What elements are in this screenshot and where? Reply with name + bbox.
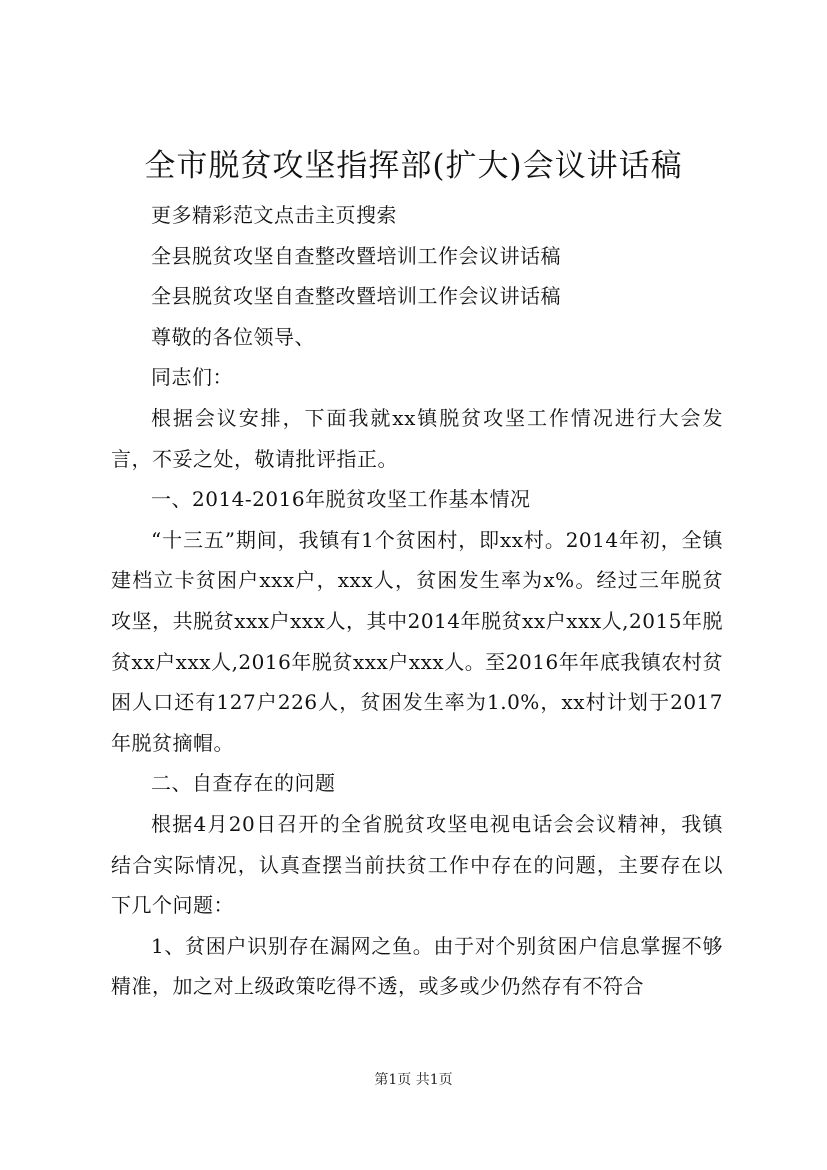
section-heading: 二、自查存在的问题 [151, 771, 336, 796]
paragraph: 尊敬的各位领导、 [151, 324, 315, 349]
paragraph: 根据会议安排，下面我就xx镇脱贫攻坚工作情况进行大会发言，不妥之处，敬请批评指正。 [111, 405, 723, 471]
document-body [111, 195, 723, 1007]
paragraph: “十三五”期间，我镇有1个贫困村，即xx村。2014年初，全镇建档立卡贫困户xxx户，xxx人，贫困发生率为x%。经过三年脱贫攻坚，共脱贫xxx户xxx人，其中2014年脱贫xx户xxx人,2015年脱贫xx户xxx人,2016年脱贫xxx户xxx人。至2016年年底我镇农村贫困人口还有127户226人，贫困发生率为1.0%，xx村计划于2017年脱贫摘帽。 [111, 527, 723, 755]
paragraph: 全县脱贫攻坚自查整改暨培训工作会议讲话稿 [151, 284, 561, 309]
paragraph: 更多精彩范文点击主页搜索 [151, 203, 397, 227]
paragraph: 全县脱贫攻坚自查整改暨培训工作会议讲话稿 [151, 243, 561, 268]
document-title: 全市脱贫攻坚指挥部(扩大)会议讲话稿 [144, 148, 683, 184]
paragraph: 同志们： [151, 365, 233, 390]
paragraph: 根据4月20日召开的全省脱贫攻坚电视电话会会议精神，我镇结合实际情况，认真查摆当前扶贫工作中存在的问题，主要存在以下几个问题： [111, 811, 723, 918]
page-number-footer: 第1页 共1页 [374, 1072, 453, 1088]
paragraph: 1、贫困户识别存在漏网之鱼。由于对个别贫困户信息掌握不够精准，加之对上级政策吃得不透，或多或少仍然存有不符合 [111, 933, 723, 999]
section-heading: 一、2014-2016年脱贫攻坚工作基本情况 [151, 487, 531, 512]
